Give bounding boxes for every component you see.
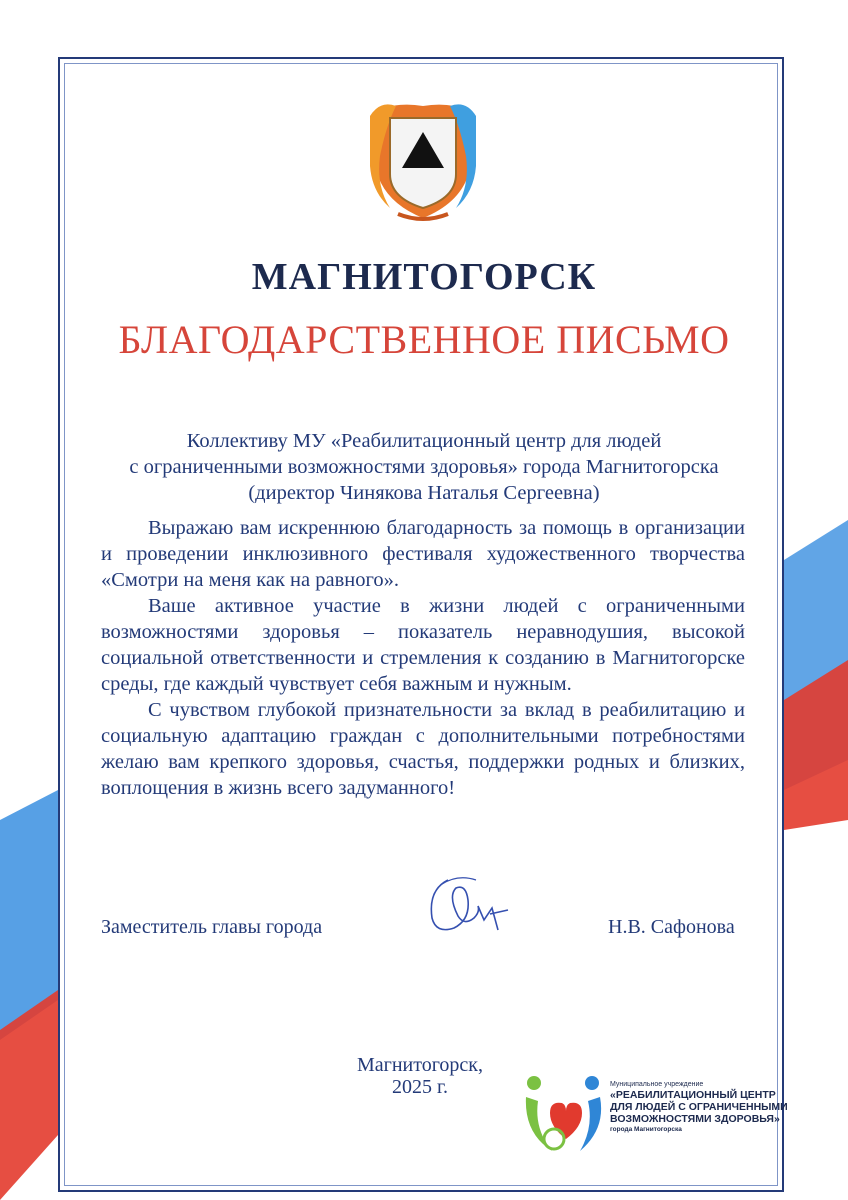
place-date bbox=[330, 1054, 510, 1098]
body-paragraph: С чувством глубокой признательности за вклад в реабилитацию и социальную адаптацию граждан с дополнительными потребностями желаю вам крепкого здоровья, счастья, поддержки родных и близких, воплощения в жизнь всего задуманного! bbox=[101, 699, 745, 799]
recipient-line: с ограниченными возможностями здоровья» города Магнитогорска bbox=[129, 456, 719, 478]
logo-line: ВОЗМОЖНОСТЯМИ ЗДОРОВЬЯ» bbox=[610, 1113, 780, 1125]
logo-line: «РЕАБИЛИТАЦИОННЫЙ ЦЕНТР bbox=[610, 1089, 776, 1101]
body-paragraph: Ваше активное участие в жизни людей с ограниченными возможностями здоровья – показатель неравнодушия, высокой социальной ответственности и стремления к созданию в Магнитогорске среды, где каждый чувствует себя важным и нужным. bbox=[101, 595, 745, 695]
recipient-line: Коллективу МУ «Реабилитационный центр для людей bbox=[186, 430, 662, 452]
city-title: МАГНИТОГОРСК bbox=[251, 256, 597, 298]
recipient-line: (директор Чинякова Наталья Сергеевна) bbox=[248, 482, 600, 504]
rehab-center-logo-text bbox=[610, 1080, 830, 1134]
rehab-center-logo-icon bbox=[520, 1073, 610, 1158]
place-label: Магнитогорск, bbox=[356, 1054, 484, 1076]
city-emblem-icon bbox=[368, 96, 478, 222]
body-paragraph: Выражаю вам искреннюю благодарность за помощь в организации и проведении инклюзивного фестиваля художественного творчества «Смотри на меня как на равного». bbox=[101, 517, 745, 591]
logo-city-label: города Магнитогорска bbox=[610, 1126, 682, 1133]
letter-body bbox=[101, 515, 745, 801]
logo-small-label: Муниципальное учреждение bbox=[610, 1081, 704, 1088]
logo-line: ДЛЯ ЛЮДЕЙ С ОГРАНИЧЕННЫМИ bbox=[610, 1101, 788, 1113]
recipient-block bbox=[90, 428, 758, 506]
year-label: 2025 г. bbox=[392, 1076, 448, 1098]
signer-position: Заместитель главы города bbox=[101, 916, 323, 938]
signer-name: Н.В. Сафонова bbox=[608, 916, 735, 938]
handwritten-signature bbox=[418, 870, 518, 940]
document-title: БЛАГОДАРСТВЕННОЕ ПИСЬМО bbox=[118, 317, 730, 362]
